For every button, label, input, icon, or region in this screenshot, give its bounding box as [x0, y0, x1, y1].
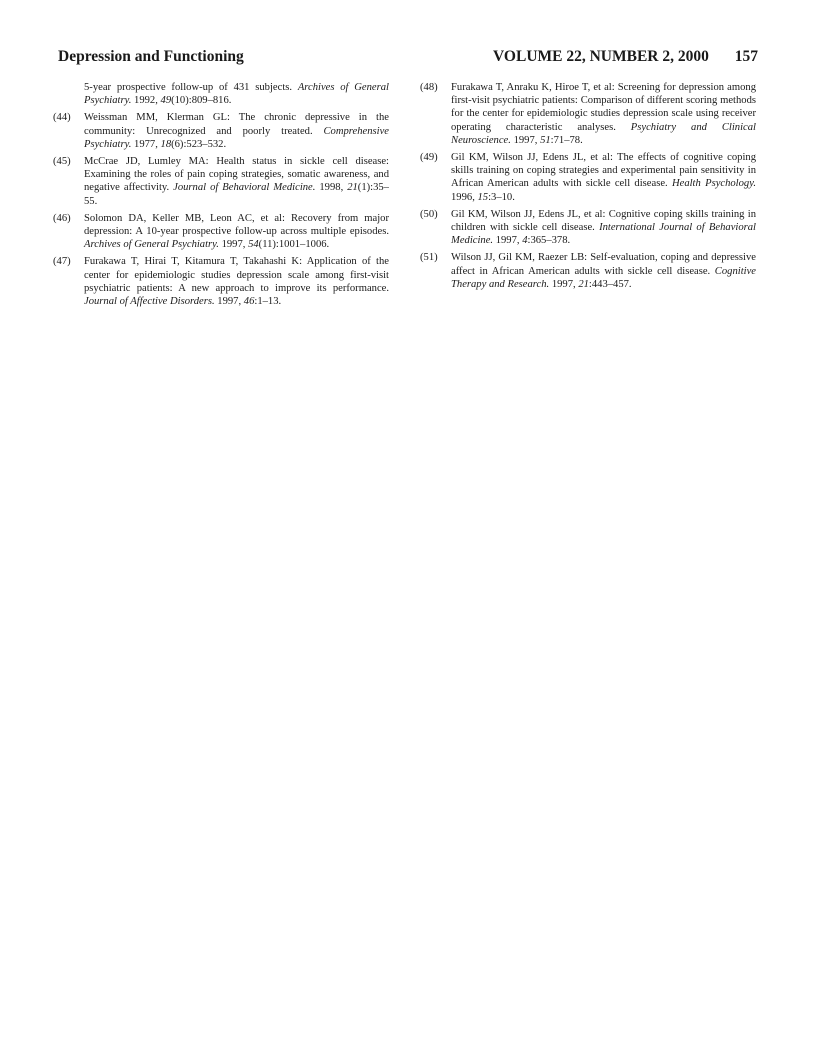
citation-text: 5-year prospective follow-up of 431 subjects. [84, 82, 298, 93]
citation-italic-text: Psychiatry and Clinical Neuroscience. [451, 121, 756, 146]
reference-entry [53, 111, 389, 151]
citation-text: 1997, [218, 239, 249, 251]
citation-italic-text: 46 [243, 296, 255, 308]
citation-text: 1997, [214, 296, 244, 308]
citation-text: :71–78. [550, 134, 583, 146]
right-reference-list [420, 81, 756, 291]
citation-italic-text: Cognitive Therapy and Research. [451, 265, 756, 290]
citation-text: Gil KM, Wilson JJ, Edens JL, et al: The effects of cognitive coping skills training on coping strategies and experimental pain sensitivity in African American adults with sickle cell disease. [451, 152, 756, 190]
reference-entry [420, 151, 756, 204]
citation-text: :1–13. [254, 296, 282, 308]
reference-entry [53, 255, 389, 308]
citation-text: Furakawa T, Anraku K, Hiroe T, et al: Screening for depression among first-visit psychiatric patients: Comparison of different scoring methods for the center for epidemiologic studies depression scale using receiver operating characteristic analyses. [451, 82, 756, 133]
citation-text: Solomon DA, Keller MB, Leon AC, et al: Recovery from major depression: A 10-year prospective follow-up across multiple episodes. [84, 212, 389, 238]
citation-text: (10):809–816. [171, 95, 232, 107]
citation-italic-text: 54 [248, 239, 259, 251]
citation-italic-text: 15 [477, 191, 489, 203]
left-column [53, 81, 389, 312]
reference-entry [53, 212, 389, 252]
running-title: Depression and Functioning [58, 48, 244, 65]
citation-text: (11):1001–1006. [258, 239, 330, 251]
citation-text: 1997, [493, 235, 523, 247]
citation-text: :443–457. [588, 278, 632, 290]
reference-number: (49) [420, 152, 438, 164]
reference-number: (44) [53, 112, 71, 124]
reference-entry [420, 208, 756, 248]
reference-number: (46) [53, 212, 71, 224]
reference-entry [420, 81, 756, 147]
citation-italic-text: Journal of Affective Disorders. [84, 296, 215, 308]
citation-italic-text: International Journal of Behavioral Medicine. [451, 222, 756, 247]
right-column [420, 81, 756, 295]
citation-italic-text: Archives of General Psychiatry. [84, 82, 389, 107]
reference-entry [53, 155, 389, 208]
page-number: 157 [734, 48, 758, 65]
journal-volume: VOLUME 22, NUMBER 2, 2000 [493, 48, 709, 65]
citation-italic-text: 21 [347, 182, 358, 194]
citation-text: 1997, [510, 134, 541, 146]
citation-text: :365–378. [527, 235, 571, 247]
left-reference-list [53, 111, 389, 308]
citation-text: 1992, [131, 95, 161, 107]
citation-text: Weissman MM, Klerman GL: The chronic depressive in the community: Unrecognized and poorly treated. [84, 112, 389, 137]
header-right-group [493, 48, 758, 66]
reference-number: (48) [420, 82, 438, 93]
reference-entry [420, 251, 756, 291]
citation-italic-text: 51 [540, 134, 551, 146]
citation-text: 1997, [549, 278, 579, 290]
citation-text: :3–10. [488, 191, 515, 203]
citation-italic-text: 18 [160, 138, 172, 150]
citation-italic-text: Comprehensive Psychiatry. [84, 125, 389, 150]
citation-text: McCrae JD, Lumley MA: Health status in sickle cell disease: Examining the roles of pain coping strategies, somatic awareness, and negative affectivity. [84, 156, 389, 194]
reference-number: (45) [53, 156, 71, 168]
citation-italic-text: 21 [578, 278, 589, 290]
citation-italic-text: 49 [160, 95, 172, 107]
citation-text: 1998, [315, 182, 348, 194]
running-header [58, 48, 758, 68]
citation-italic-text: Archives of General Psychiatry. [84, 239, 219, 251]
reference-number: (51) [420, 252, 438, 264]
citation-text: 1977, [131, 138, 161, 150]
citation-italic-text: 4 [522, 235, 528, 247]
citation-text: Furakawa T, Hirai T, Kitamura T, Takahashi K: Application of the center for epidemiologic studies depression scale among first-visit psychiatric patients: A new approach to improve its performance. [84, 256, 389, 294]
reference-continuation [53, 81, 389, 107]
citation-italic-text: Journal of Behavioral Medicine. [173, 182, 316, 194]
citation-text: (1):35–55. [84, 182, 389, 207]
citation-text: Gil KM, Wilson JJ, Edens JL, et al: Cognitive coping skills training in children with sickle cell disease. [451, 208, 756, 234]
citation-italic-text: Health Psychology. [671, 178, 756, 190]
reference-number: (50) [420, 208, 438, 220]
reference-number: (47) [53, 256, 71, 268]
citation-text: 1996, [451, 191, 478, 203]
citation-text: (6):523–532. [171, 138, 227, 150]
citation-text: Wilson JJ, Gil KM, Raezer LB: Self-evaluation, coping and depressive affect in African American adults with sickle cell disease. [451, 252, 756, 277]
